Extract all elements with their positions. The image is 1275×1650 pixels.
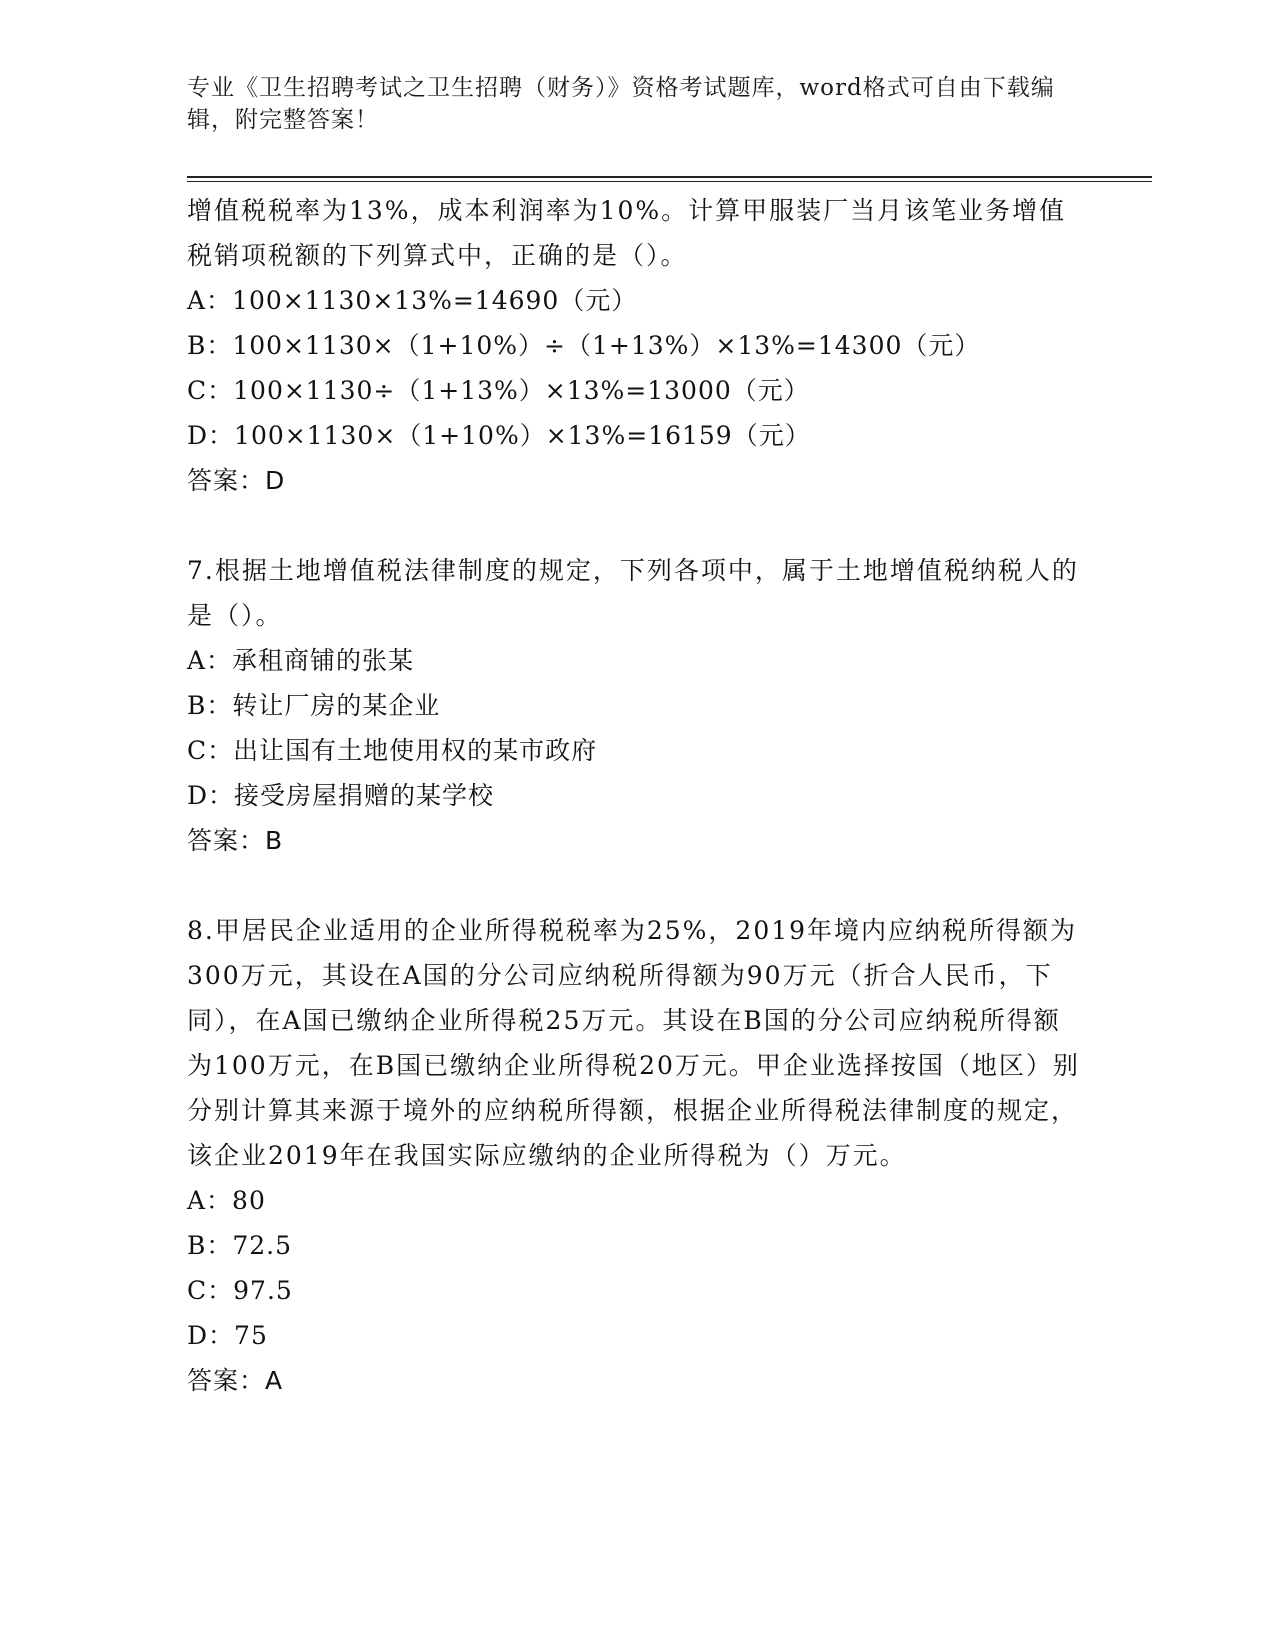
header-divider-thin xyxy=(187,181,1152,182)
option-b: B：转让厂房的某企业 xyxy=(187,691,441,720)
question-text: 增值税税率为13%，成本利润率为10%。计算甲服装厂当月该笔业务增值税销项税额的下列算式中，正确的是（）。 xyxy=(187,196,1067,270)
option-a: A：100×1130×13%=14690（元） xyxy=(187,286,638,315)
document-page xyxy=(187,0,1087,1650)
option-a: A：承租商铺的张某 xyxy=(187,646,415,675)
option-b: B：100×1130×（1+10%）÷（1+13%）×13%=14300（元） xyxy=(187,331,981,360)
question-block-7 xyxy=(187,548,1087,863)
option-c: C：100×1130÷（1+13%）×13%=13000（元） xyxy=(187,376,810,405)
option-c: C：97.5 xyxy=(187,1276,293,1305)
question-text: 8.甲居民企业适用的企业所得税税率为25%，2019年境内应纳税所得额为300万元，其设在A国的分公司应纳税所得额为90万元（折合人民币，下同），在A国已缴纳企业所得税25万元。其设在B国的分公司应纳税所得额为100万元，在B国已缴纳企业所得税20万元。甲企业选择按国（地区）别分别计算其来源于境外的应纳税所得额，根据企业所得税法律制度的规定，该企业2019年在我国实际应缴纳的企业所得税为（）万元。 xyxy=(187,916,1080,1170)
answer-line: 答案：B xyxy=(187,826,284,855)
question-list xyxy=(187,188,1087,1403)
option-b: B：72.5 xyxy=(187,1231,293,1260)
question-block-8 xyxy=(187,908,1087,1403)
option-d: D：100×1130×（1+10%）×13%=16159（元） xyxy=(187,421,811,450)
header-divider-thick xyxy=(187,176,1152,178)
option-d: D：75 xyxy=(187,1321,268,1350)
spacer xyxy=(187,503,1087,548)
option-a: A：80 xyxy=(187,1186,266,1215)
page-header-title: 专业《卫生招聘考试之卫生招聘（财务）》资格考试题库，word格式可自由下载编辑，附完整答案！ xyxy=(187,75,1055,133)
answer-line: 答案：A xyxy=(187,1366,284,1395)
option-d: D：接受房屋捐赠的某学校 xyxy=(187,781,495,810)
question-block-6 xyxy=(187,188,1087,503)
option-c: C：出让国有土地使用权的某市政府 xyxy=(187,736,598,765)
spacer xyxy=(187,863,1087,908)
answer-line: 答案：D xyxy=(187,466,286,495)
question-text: 7.根据土地增值税法律制度的规定，下列各项中，属于土地增值税纳税人的是（）。 xyxy=(187,556,1079,630)
